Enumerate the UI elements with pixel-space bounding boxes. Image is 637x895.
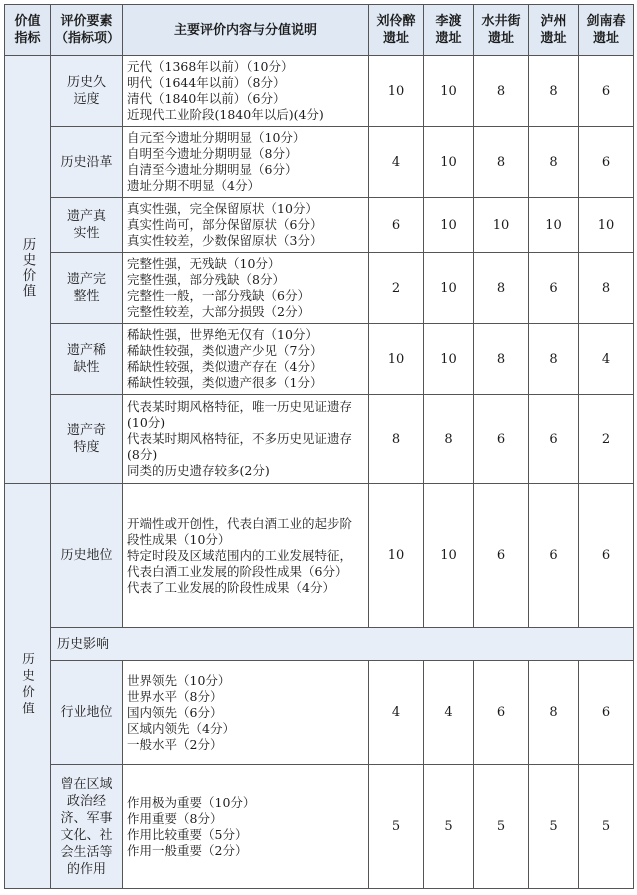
score-cell: 6 — [579, 127, 634, 198]
score-cell: 10 — [424, 484, 474, 628]
score-cell: 6 — [529, 395, 579, 484]
criterion-line: 作用重要（8分） — [127, 810, 223, 826]
criterion-line: 真实性强，完全保留原状（10分） — [127, 201, 318, 216]
criterion-line: 元代（1368年以前）（10分） — [127, 59, 294, 74]
score-cell: 5 — [529, 765, 579, 889]
criterion-line: 自清至今遗址分期明显（6分） — [127, 162, 298, 177]
header-element: 评价要素（指标项） — [51, 5, 123, 56]
table-row — [5, 765, 634, 889]
score-cell: 4 — [369, 127, 424, 198]
criterion-line: 世界水平（8分） — [127, 688, 223, 704]
criterion-line: 开端性或开创性，代表白酒工业的起步阶段性成果（10分） — [127, 515, 353, 547]
score-cell: 5 — [579, 765, 634, 889]
score-cell: 4 — [369, 661, 424, 765]
header-content: 主要评价内容与分值说明 — [123, 5, 369, 56]
score-cell: 10 — [424, 127, 474, 198]
header-value-index: 价值指标 — [5, 5, 51, 56]
indicator-label: 历史久远度 — [67, 75, 107, 107]
criterion-line: 遗址分期不明显（4分） — [127, 178, 260, 193]
score-cell: 6 — [579, 56, 634, 127]
description-cell — [123, 324, 369, 395]
indicator-cell — [51, 395, 123, 484]
score-cell: 6 — [579, 484, 634, 628]
score-cell: 10 — [529, 198, 579, 253]
criterion-line: 国内领先（6分） — [127, 704, 223, 720]
criterion-line: 作用极为重要（10分） — [127, 794, 256, 810]
criterion-line: 完整性一般，一部分残缺（6分） — [127, 288, 310, 303]
score-cell: 10 — [474, 198, 529, 253]
score-cell: 8 — [474, 324, 529, 395]
score-cell: 8 — [474, 253, 529, 324]
criterion-line: 稀缺性较强，类似遗产很多（1分） — [127, 375, 323, 390]
category-cell — [5, 484, 51, 889]
score-cell: 10 — [369, 56, 424, 127]
indicator-label: 历史沿革 — [60, 154, 113, 170]
score-cell: 10 — [369, 324, 424, 395]
criterion-line: 完整性较差，大部分损毁（2分） — [127, 304, 310, 319]
criterion-line: 代表某时期风格特征，唯一历史见证遗存(10分) — [127, 399, 353, 430]
header-row — [5, 5, 634, 56]
criterion-line: 特定时段及区域范围内的工业发展特征，代表白酒工业发展的阶段性成果（6分） — [127, 547, 353, 579]
description-cell — [123, 395, 369, 484]
score-cell: 10 — [424, 56, 474, 127]
indicator-cell — [51, 56, 123, 127]
score-cell: 10 — [424, 324, 474, 395]
criterion-line: 世界领先（10分） — [127, 672, 231, 688]
score-cell: 10 — [369, 484, 424, 628]
score-cell: 10 — [424, 198, 474, 253]
indicator-label: 遗产稀缺性 — [67, 343, 107, 375]
header-site-5: 剑南春遗址 — [579, 5, 634, 56]
criterion-line: 自明至今遗址分期明显（8分） — [127, 146, 298, 161]
score-cell: 6 — [474, 661, 529, 765]
description-cell — [123, 484, 369, 628]
score-cell: 8 — [529, 324, 579, 395]
description-cell — [123, 253, 369, 324]
description-cell — [123, 661, 369, 765]
score-cell: 10 — [579, 198, 634, 253]
criterion-line: 一般水平（2分） — [127, 736, 223, 752]
category-label: 历史价值 — [19, 237, 36, 299]
description-cell — [123, 198, 369, 253]
criterion-line: 作用一般重要（2分） — [127, 842, 248, 858]
criterion-line: 近现代工业阶段(1840年以后)(4分) — [127, 107, 324, 122]
score-cell: 8 — [529, 661, 579, 765]
table-row — [5, 395, 634, 484]
criterion-line: 真实性较差，少数保留原状（3分） — [127, 233, 323, 248]
indicator-cell — [51, 765, 123, 889]
header-site-3: 水井街遗址 — [474, 5, 529, 56]
description-cell — [123, 765, 369, 889]
indicator-label: 曾在区域政治经济、军事文化、社会生活等的作用 — [60, 776, 113, 877]
indicator-cell — [51, 661, 123, 765]
indicator-label: 行业地位 — [60, 705, 113, 720]
score-cell: 8 — [529, 56, 579, 127]
indicator-cell — [51, 628, 634, 661]
score-cell: 6 — [369, 198, 424, 253]
table-row — [5, 484, 634, 628]
indicator-label: 遗产奇特度 — [67, 423, 107, 455]
criterion-line: 自元至今遗址分期明显（10分） — [127, 130, 306, 145]
indicator-cell — [51, 253, 123, 324]
indicator-cell — [51, 324, 123, 395]
indicator-cell — [51, 127, 123, 198]
header-site-1: 刘伶醉遗址 — [369, 5, 424, 56]
score-cell: 6 — [579, 661, 634, 765]
score-cell: 4 — [579, 324, 634, 395]
score-cell: 8 — [579, 253, 634, 324]
criterion-line: 区域内领先（4分） — [127, 720, 235, 736]
criterion-line: 完整性强，无残缺（10分） — [127, 256, 281, 271]
score-cell: 6 — [529, 253, 579, 324]
criterion-line: 真实性尚可，部分保留原状（6分） — [127, 217, 323, 232]
criterion-line: 代表某时期风格特征，不多历史见证遗存(8分) — [127, 431, 353, 462]
score-cell: 8 — [369, 395, 424, 484]
indicator-label: 遗产真实性 — [67, 209, 107, 241]
criterion-line: 稀缺性强，世界绝无仅有（10分） — [127, 327, 318, 342]
indicator-label: 历史影响 — [57, 636, 110, 652]
indicator-cell — [51, 484, 123, 628]
score-cell: 5 — [369, 765, 424, 889]
table-row — [5, 661, 634, 765]
indicator-cell — [51, 198, 123, 253]
score-cell: 6 — [529, 484, 579, 628]
table-row — [5, 253, 634, 324]
table-row — [5, 56, 634, 127]
table-row — [5, 628, 634, 661]
score-cell: 10 — [424, 253, 474, 324]
header-site-4: 泸州遗址 — [529, 5, 579, 56]
criterion-line: 稀缺性较强，类似遗产存在（4分） — [127, 359, 323, 374]
indicator-label: 历史地位 — [60, 548, 113, 563]
criterion-line: 完整性强，部分残缺（8分） — [127, 272, 285, 287]
category-cell — [5, 56, 51, 484]
evaluation-table — [4, 4, 634, 889]
criterion-line: 明代（1644年以前）（8分） — [127, 75, 286, 90]
score-cell: 6 — [474, 484, 529, 628]
score-cell: 2 — [579, 395, 634, 484]
score-cell: 8 — [529, 127, 579, 198]
criterion-line: 作用比较重要（5分） — [127, 826, 248, 842]
indicator-label: 遗产完整性 — [67, 272, 107, 304]
score-cell: 8 — [474, 127, 529, 198]
criterion-line: 清代（1840年以前）（6分） — [127, 91, 286, 106]
score-cell: 5 — [474, 765, 529, 889]
score-cell: 5 — [424, 765, 474, 889]
score-cell: 4 — [424, 661, 474, 765]
score-cell: 2 — [369, 253, 424, 324]
score-cell: 6 — [474, 395, 529, 484]
table-row — [5, 324, 634, 395]
header-site-2: 李渡遗址 — [424, 5, 474, 56]
description-cell — [123, 56, 369, 127]
criterion-line: 代表了工业发展的阶段性成果（4分） — [127, 579, 335, 595]
score-cell: 8 — [424, 395, 474, 484]
criterion-line: 同类的历史遗存较多(2分) — [127, 463, 270, 478]
score-cell: 8 — [474, 56, 529, 127]
table-row — [5, 198, 634, 253]
category-label: 历史价值 — [20, 651, 36, 718]
criterion-line: 稀缺性较强，类似遗产少见（7分） — [127, 343, 323, 358]
table-row — [5, 127, 634, 198]
description-cell — [123, 127, 369, 198]
